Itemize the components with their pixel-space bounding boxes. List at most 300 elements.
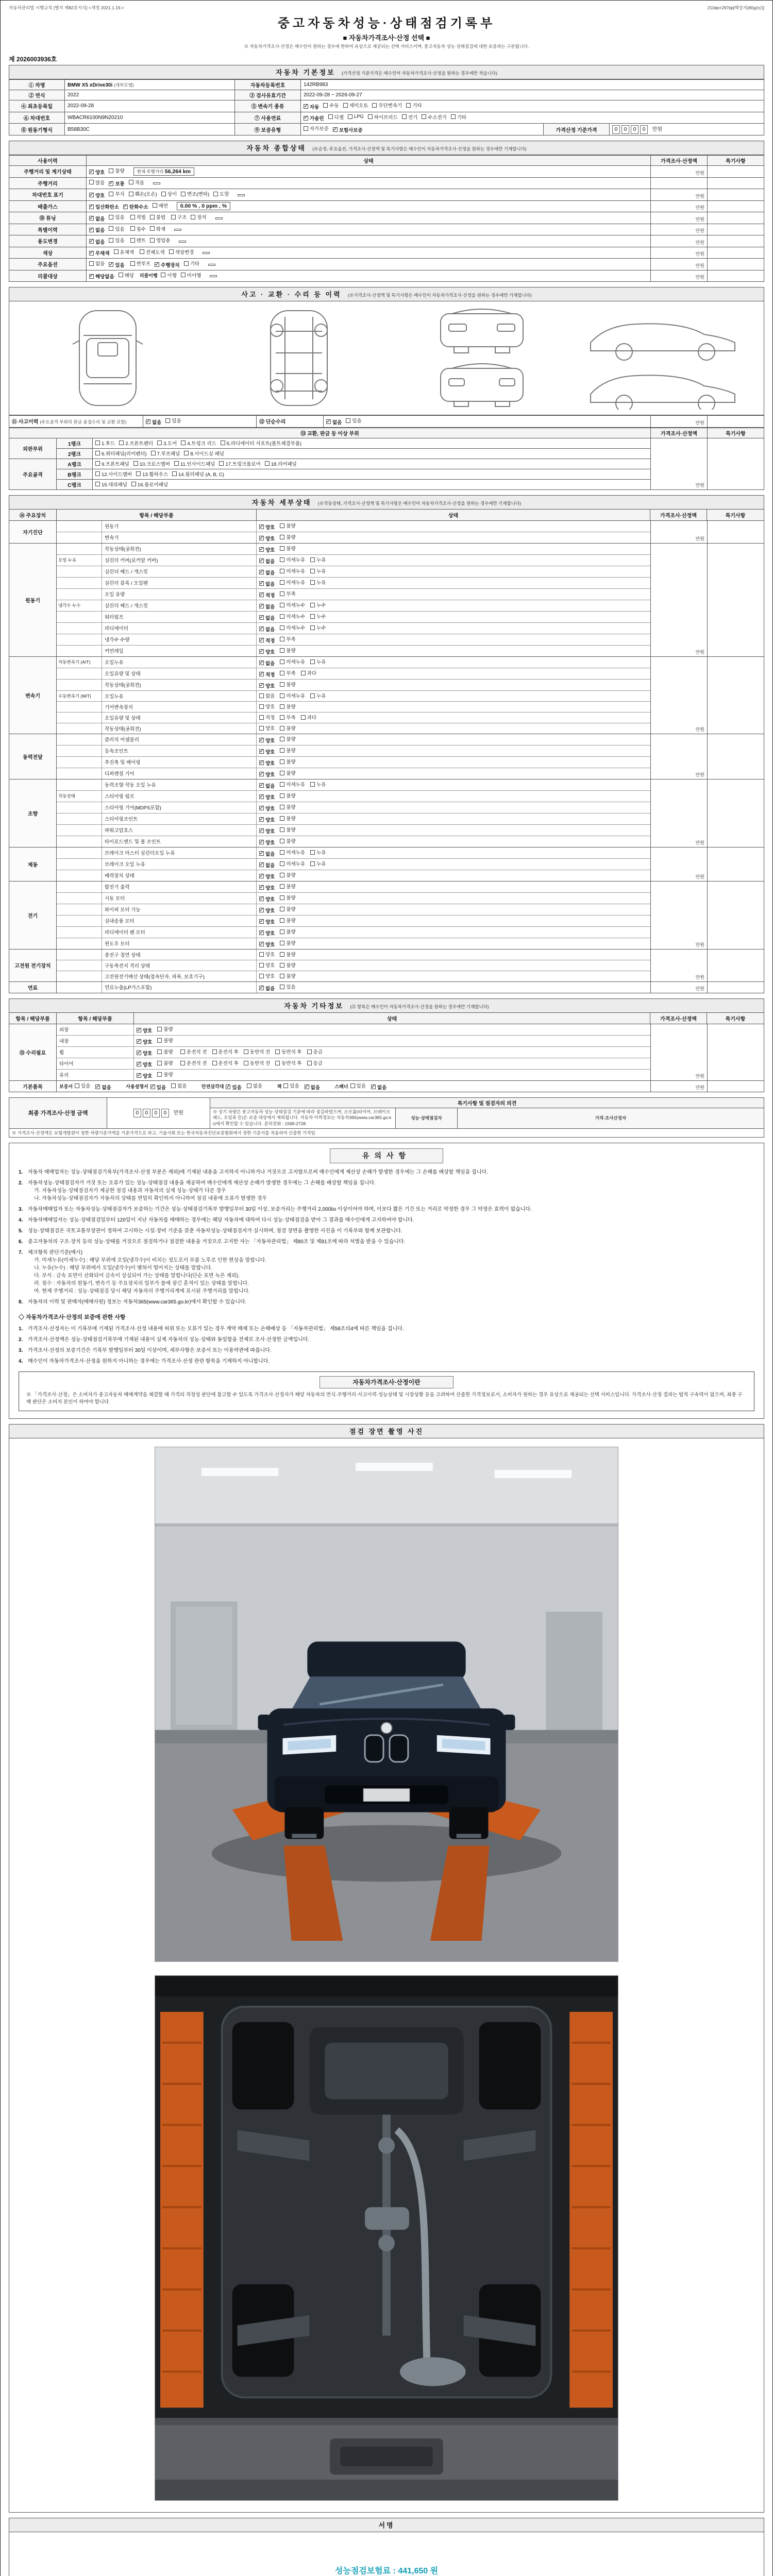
vin-label: ⑥ 차대번호 xyxy=(9,112,65,124)
checkbox-label: 보험사보증 xyxy=(339,127,363,133)
basic-items-row xyxy=(57,1081,650,1092)
accident-note-cell xyxy=(708,416,764,428)
device-group-price: 만원 xyxy=(650,544,707,656)
device-row xyxy=(57,893,650,904)
checkbox-label: 보통 xyxy=(115,181,125,187)
device-subgroup: 냉각수 누수 xyxy=(57,600,102,611)
state-checks xyxy=(89,204,172,209)
repair-state-checks xyxy=(134,1024,650,1035)
checkbox-empty-icon xyxy=(310,850,315,855)
row-label: 배출가스 xyxy=(9,200,87,212)
notice-item-text: 자동차매매업자는 성능·상태점검일부터 120일이 지난 자동차를 매매하는 경우에는 해당 자동차에 대하여 다시 성능·상태점검을 받아 그 결과를 매수인에게 고지하여야 합니다. xyxy=(28,1217,414,1224)
device-group xyxy=(9,657,764,734)
device-item: 배력장치 상태 xyxy=(102,870,257,881)
device-state-checks xyxy=(257,802,650,813)
checkbox-option xyxy=(89,226,105,233)
row-price: 만원 xyxy=(651,166,708,178)
checkbox-empty-icon xyxy=(350,1083,355,1088)
checkbox-option xyxy=(131,481,168,488)
device-item: 추진축 및 베어링 xyxy=(102,757,257,768)
checkbox-option xyxy=(301,714,316,721)
checkbox-label: 양호 xyxy=(95,193,105,199)
checkbox-option xyxy=(259,714,275,721)
checkbox-option xyxy=(75,1082,90,1089)
device-group-price: 만원 xyxy=(650,734,707,779)
checkbox-option xyxy=(280,747,295,754)
device-subgroup: 수동변속기 (M/T) xyxy=(57,691,102,701)
checkbox-empty-icon xyxy=(109,168,113,173)
checkbox-checked-icon: ✓ xyxy=(109,261,114,267)
checkbox-empty-icon xyxy=(119,440,124,445)
device-state-checks xyxy=(257,745,650,756)
checkbox-empty-icon xyxy=(348,114,352,119)
device-row xyxy=(57,634,650,646)
checkbox-option xyxy=(280,635,295,642)
checkbox-option xyxy=(119,439,153,447)
device-row xyxy=(57,848,650,859)
checkbox-option xyxy=(259,682,275,689)
checkbox-option xyxy=(109,190,124,197)
checkbox-empty-icon xyxy=(280,682,284,687)
checkbox-option xyxy=(259,748,275,755)
checkbox-label: 양호 xyxy=(265,919,275,925)
checkbox-label: 없음 xyxy=(265,570,275,576)
device-subgroup xyxy=(57,745,102,756)
checkbox-empty-icon xyxy=(310,861,315,866)
checkbox-label: 11.인사이드패널 xyxy=(180,461,215,467)
device-state-checks xyxy=(257,791,650,802)
checkbox-label: 영업용 xyxy=(156,238,171,244)
checkbox-option xyxy=(259,759,275,767)
row-price: 만원 xyxy=(651,259,708,270)
checkbox-checked-icon: ✓ xyxy=(259,873,264,879)
checkbox-empty-icon xyxy=(259,963,264,968)
checkbox-empty-icon xyxy=(181,440,186,445)
checkbox-label: 있음 xyxy=(81,1083,91,1089)
checkbox-label: 없음 xyxy=(377,1084,387,1091)
checkbox-label: 양호 xyxy=(265,683,275,689)
checkbox-label: 1.후드 xyxy=(102,440,115,447)
device-subgroup xyxy=(57,938,102,949)
checkbox-label: 부식 xyxy=(115,192,125,197)
checkbox-label: 훼손(오손) xyxy=(135,192,157,197)
device-row xyxy=(57,623,650,634)
device-subgroup: 자동변속기 (A/T) xyxy=(57,657,102,668)
checkbox-checked-icon: ✓ xyxy=(259,648,264,654)
repair-state-checks xyxy=(134,1070,650,1080)
state-checks-2 xyxy=(161,273,205,279)
checkbox-option xyxy=(346,417,361,424)
checkbox-label: 응급 xyxy=(313,1061,323,1066)
state-checks xyxy=(89,215,129,221)
device-subgroup xyxy=(57,870,102,881)
checkbox-option xyxy=(280,837,295,844)
checkbox-checked-icon: ✓ xyxy=(123,204,128,209)
checkbox-option xyxy=(280,826,295,833)
checkbox-label: 없음 xyxy=(177,1083,187,1089)
checkbox-label: 불법 xyxy=(156,215,166,221)
device-row xyxy=(57,904,650,916)
checkbox-option xyxy=(280,951,295,958)
checkbox-label: 도말 xyxy=(220,192,229,197)
car-damage-diagrams xyxy=(9,301,764,415)
price-item-number: 3. xyxy=(19,1347,23,1353)
device-row xyxy=(57,612,650,623)
table-row xyxy=(9,80,764,90)
checkbox-label: 불량 xyxy=(163,1049,173,1055)
transmission-label: ⑤ 변속기 종류 xyxy=(235,100,301,112)
device-item: 원동기 xyxy=(102,521,257,532)
checkbox-empty-icon xyxy=(343,103,348,108)
checkbox-label: 하이브리드 xyxy=(374,114,398,121)
device-item: 연료누출(LP가스포함) xyxy=(102,982,257,993)
device-state-checks xyxy=(257,836,650,847)
device-subgroup xyxy=(57,802,102,813)
checkbox-empty-icon xyxy=(109,192,113,196)
checkbox-option xyxy=(310,781,326,788)
checkbox-option xyxy=(259,961,275,969)
opinion-title: 특기사항 및 점검자의 의견 xyxy=(210,1097,764,1108)
device-group-name: 원동기 xyxy=(9,544,57,656)
overall-row xyxy=(9,212,764,224)
rank1-items xyxy=(93,438,651,448)
checkbox-option xyxy=(89,273,114,280)
device-item: 발전기 출력 xyxy=(102,882,257,892)
checkbox-empty-icon xyxy=(372,103,377,108)
checkbox-empty-icon xyxy=(75,1083,79,1088)
checkbox-option xyxy=(109,180,124,187)
checkbox-label: 동반석 후 xyxy=(281,1049,302,1055)
checkbox-option xyxy=(259,771,275,778)
car-side-view-diagram xyxy=(580,307,750,410)
checkbox-label: 없음 xyxy=(265,604,275,610)
checkbox-label: 불량 xyxy=(115,168,125,174)
checkbox-option xyxy=(280,624,305,631)
checkbox-label: 없음 xyxy=(265,581,275,587)
checkbox-empty-icon xyxy=(140,249,144,254)
checkbox-empty-icon xyxy=(174,461,179,466)
checkbox-label: 없음 xyxy=(95,216,105,222)
checkbox-label: 양호 xyxy=(265,974,275,979)
checkbox-label: 누유 xyxy=(316,693,326,699)
checkbox-label: 없음 xyxy=(265,851,275,857)
checkbox-option xyxy=(305,1083,320,1091)
checkbox-checked-icon: ✓ xyxy=(89,215,94,221)
device-row xyxy=(57,836,650,847)
device-subgroup xyxy=(57,779,102,790)
checkbox-label: 미세누수 xyxy=(286,614,306,620)
checkbox-label: 불량 xyxy=(286,748,296,754)
device-state-checks xyxy=(257,532,650,543)
row-price xyxy=(651,177,708,189)
checkbox-checked-icon: ✓ xyxy=(259,805,264,811)
checkbox-checked-icon: ✓ xyxy=(146,418,150,425)
checkbox-label: 부족 xyxy=(286,637,296,642)
checkbox-label: 색상변경 xyxy=(175,249,194,256)
device-subgroup xyxy=(57,960,102,971)
device-subgroup xyxy=(57,950,102,960)
checkbox-label: 양호 xyxy=(265,896,275,903)
engine-label: ⑧ 원동기형식 xyxy=(9,124,65,135)
checkbox-option xyxy=(247,1082,262,1089)
row-state xyxy=(87,177,651,189)
device-state-checks xyxy=(257,982,650,993)
checkbox-option xyxy=(157,1071,173,1078)
price-item-number: 1. xyxy=(19,1326,23,1332)
rankB-label: B랭크 xyxy=(57,469,93,479)
device-state-checks xyxy=(257,612,650,622)
checkbox-label: 운전석 전 xyxy=(187,1049,207,1055)
table-row xyxy=(9,90,764,100)
checkbox-option xyxy=(310,601,326,608)
checkbox-empty-icon xyxy=(212,1061,217,1065)
state-extra-box xyxy=(177,202,230,210)
rankC-label: C랭크 xyxy=(57,479,93,489)
checkbox-empty-icon xyxy=(151,451,156,455)
basic-item xyxy=(277,1081,325,1090)
checkbox-empty-icon xyxy=(406,103,411,108)
checkbox-empty-icon xyxy=(180,1049,185,1054)
checkbox-checked-icon: ✓ xyxy=(89,238,94,244)
row-state xyxy=(87,247,651,259)
checkbox-empty-icon xyxy=(280,523,284,528)
checkbox-option xyxy=(259,929,275,937)
checkbox-option xyxy=(151,450,180,457)
checkbox-option xyxy=(130,213,146,221)
row-state xyxy=(87,235,651,247)
repair-state-checks xyxy=(134,1047,650,1058)
device-state-checks xyxy=(257,668,650,679)
basic-item xyxy=(59,1081,116,1090)
checkbox-label: 8.사이드실 패널 xyxy=(190,451,224,457)
device-state-checks xyxy=(257,768,650,779)
basic-item xyxy=(126,1081,192,1090)
etc-info-title: 자동차 기타정보 xyxy=(284,1002,344,1010)
row-state xyxy=(87,166,651,178)
checkbox-label: 9.프론트패널 xyxy=(102,461,129,467)
form-reference: 자동차관리법 시행규칙 [별지 제82호서식] <개정 2021.1.19.> xyxy=(9,5,124,10)
checkbox-option xyxy=(89,249,110,257)
car-top-view-diagram xyxy=(23,307,193,410)
basic-item-checks xyxy=(350,1081,392,1090)
checkbox-checked-icon: ✓ xyxy=(259,625,264,632)
checkbox-label: 적정 xyxy=(265,638,275,644)
device-subgroup xyxy=(57,836,102,847)
checkbox-label: 무채색 xyxy=(95,251,110,257)
checkbox-label: 양호 xyxy=(265,749,275,755)
checkbox-option xyxy=(310,692,326,699)
car-underbody-diagram xyxy=(214,307,384,410)
base-price-unit: 만원 xyxy=(652,127,663,132)
checkbox-label: 있음 xyxy=(356,1083,366,1089)
checkbox-empty-icon xyxy=(130,261,135,266)
checkbox-option xyxy=(109,225,124,232)
exchange-note-header: 특기사항 xyxy=(708,428,764,438)
device-row xyxy=(57,791,650,802)
col-etc-state: 상태 xyxy=(134,1013,650,1024)
exchange-panel-table xyxy=(9,428,764,490)
checkbox-option xyxy=(310,613,326,620)
checkbox-empty-icon xyxy=(328,114,333,119)
rank2-label: 2랭크 xyxy=(57,448,93,459)
checkbox-empty-icon xyxy=(310,659,315,664)
state-checks-2 xyxy=(130,239,175,244)
checkbox-empty-icon xyxy=(323,103,328,108)
price-digit-box: 0 xyxy=(612,125,620,134)
device-state-checks xyxy=(257,882,650,892)
etc-info-note: (⑮ 항목은 매수인이 자동차가격조사·산정을 원하는 경우에만 기재합니다) xyxy=(350,1004,489,1009)
checkbox-empty-icon xyxy=(310,557,315,562)
device-state-checks xyxy=(257,566,650,577)
checkbox-empty-icon xyxy=(259,952,264,957)
overall-row xyxy=(9,177,764,189)
checkbox-label: 미세누유 xyxy=(286,782,306,788)
checkbox-empty-icon xyxy=(280,603,284,607)
checkbox-option xyxy=(350,1082,366,1089)
row-label: ⑩ 튜닝 xyxy=(9,212,87,224)
etc-info-band xyxy=(9,998,764,1013)
basic-item-checks xyxy=(226,1081,267,1090)
signature-title: 서명 xyxy=(378,2521,395,2530)
checkbox-empty-icon xyxy=(157,1072,162,1077)
checkbox-label: 없음 xyxy=(265,693,275,699)
checkbox-checked-icon: ✓ xyxy=(304,115,308,121)
checkbox-label: 누유 xyxy=(316,569,326,574)
checkbox-option xyxy=(146,418,161,426)
paper-spec: 210㎜×297㎜[백상지(80g/㎡)] xyxy=(707,5,764,10)
checkbox-empty-icon xyxy=(129,180,133,184)
device-item: 고전원전기배선 상태(접속단자, 피복, 보호기구) xyxy=(102,971,257,981)
checkbox-label: 불량 xyxy=(286,523,296,529)
checkbox-label: 불량 xyxy=(286,805,296,810)
device-item: 오일유량 및 상태 xyxy=(102,668,257,679)
checkbox-option xyxy=(307,1048,323,1055)
basic-item-checks xyxy=(75,1081,116,1090)
simple-repair-checks xyxy=(324,416,651,428)
checkbox-empty-icon xyxy=(161,192,166,196)
price-guarantee-item xyxy=(19,1336,754,1344)
checkbox-label: 누수 xyxy=(316,625,326,631)
device-group-price: 만원 xyxy=(650,657,707,734)
checkbox-option xyxy=(89,168,105,176)
checkbox-option xyxy=(123,203,148,210)
device-row xyxy=(57,859,650,870)
checkbox-option xyxy=(259,535,275,542)
checkbox-option xyxy=(109,213,124,221)
checkbox-option xyxy=(280,522,295,529)
checkbox-option xyxy=(259,625,275,633)
checkbox-checked-icon: ✓ xyxy=(150,1083,155,1090)
state-extra-box xyxy=(210,275,217,277)
checkbox-option xyxy=(95,470,132,478)
checkbox-label: 불량 xyxy=(286,737,296,742)
row-label: 주행거리 xyxy=(9,177,87,189)
checkbox-option xyxy=(310,860,326,867)
checkbox-label: 2.프론트펜더 xyxy=(125,440,154,447)
row-price: 만원 xyxy=(651,212,708,224)
checkbox-option xyxy=(280,983,295,990)
checkbox-checked-icon: ✓ xyxy=(89,192,94,198)
reg-no-value: 142RB983 xyxy=(301,80,764,90)
checkbox-checked-icon: ✓ xyxy=(259,523,264,530)
notice-item xyxy=(19,1298,754,1306)
checkbox-empty-icon xyxy=(259,704,264,709)
car-front-rear-diagram xyxy=(405,307,559,410)
device-group-note xyxy=(707,734,764,779)
repair-position-checks xyxy=(180,1047,328,1056)
checkbox-option xyxy=(153,202,168,209)
checkbox-empty-icon xyxy=(181,273,186,277)
checkbox-label: 있음 xyxy=(290,1083,299,1089)
device-row xyxy=(57,779,650,791)
checkbox-empty-icon xyxy=(191,215,195,219)
device-subgroup xyxy=(57,859,102,870)
checkbox-label: 양호 xyxy=(265,963,275,969)
device-group-price: 만원 xyxy=(650,950,707,981)
device-state-checks xyxy=(257,848,650,858)
checkbox-option xyxy=(89,238,105,245)
checkbox-empty-icon xyxy=(157,1027,162,1031)
checkbox-option xyxy=(280,601,305,608)
checkbox-option xyxy=(259,557,275,565)
price-guarantee-item xyxy=(19,1347,754,1354)
row-label: 용도변경 xyxy=(9,235,87,247)
col-state: 상태 xyxy=(87,156,651,166)
signature-box xyxy=(9,2532,764,2576)
checkbox-label: 없음 xyxy=(265,615,275,621)
checkbox-option xyxy=(259,569,275,576)
price-digit-box: 0 xyxy=(161,1109,169,1117)
notice-item-text: 자동차 매매업자는 성능·상태점검기록부(가격조사·산정 부분은 제외)에 기재된 내용을 고지하지 아니하거나 거짓으로 고지함으로써 매수인에게 재산상 손해가 발생한 경우에는 그 손해를 배상할 책임을 집니다. xyxy=(28,1170,488,1176)
col-etc-note: 특기사항 xyxy=(725,1016,746,1022)
overall-row xyxy=(9,189,764,201)
checkbox-label: 양호 xyxy=(143,1028,153,1034)
checkbox-empty-icon xyxy=(280,907,284,911)
device-state-checks xyxy=(257,893,650,904)
checkbox-empty-icon xyxy=(184,451,189,455)
overall-row xyxy=(9,200,764,212)
checkbox-option xyxy=(265,460,297,467)
state-extra-box xyxy=(238,194,245,196)
checkbox-checked-icon: ✓ xyxy=(259,771,264,777)
checkbox-option xyxy=(259,907,275,914)
state-checks xyxy=(89,273,138,279)
checkbox-checked-icon: ✓ xyxy=(259,671,264,677)
checkbox-label: 있음 xyxy=(352,418,362,424)
checkbox-option xyxy=(280,781,305,788)
device-group-note xyxy=(707,544,764,656)
checkbox-empty-icon xyxy=(150,238,155,243)
checkbox-empty-icon xyxy=(172,471,177,476)
checkbox-empty-icon xyxy=(280,671,284,675)
checkbox-checked-icon: ✓ xyxy=(137,1027,141,1033)
checkbox-empty-icon xyxy=(150,215,155,219)
device-state-checks xyxy=(257,623,650,634)
checkbox-empty-icon xyxy=(89,180,94,184)
checkbox-empty-icon xyxy=(171,1083,176,1088)
notice-item-text: 체크항목 판단기준(예시) xyxy=(28,1250,83,1256)
device-state-checks xyxy=(257,521,650,532)
checkbox-option xyxy=(184,260,199,267)
checkbox-label: 불량 xyxy=(286,873,296,878)
checkbox-label: 불량 xyxy=(286,546,296,552)
checkbox-option xyxy=(89,179,105,186)
table-row xyxy=(9,112,764,124)
basic-item-label: 안전삼각대 xyxy=(201,1083,224,1089)
checkbox-option xyxy=(259,603,275,610)
device-row xyxy=(57,657,650,668)
overall-row xyxy=(9,224,764,235)
